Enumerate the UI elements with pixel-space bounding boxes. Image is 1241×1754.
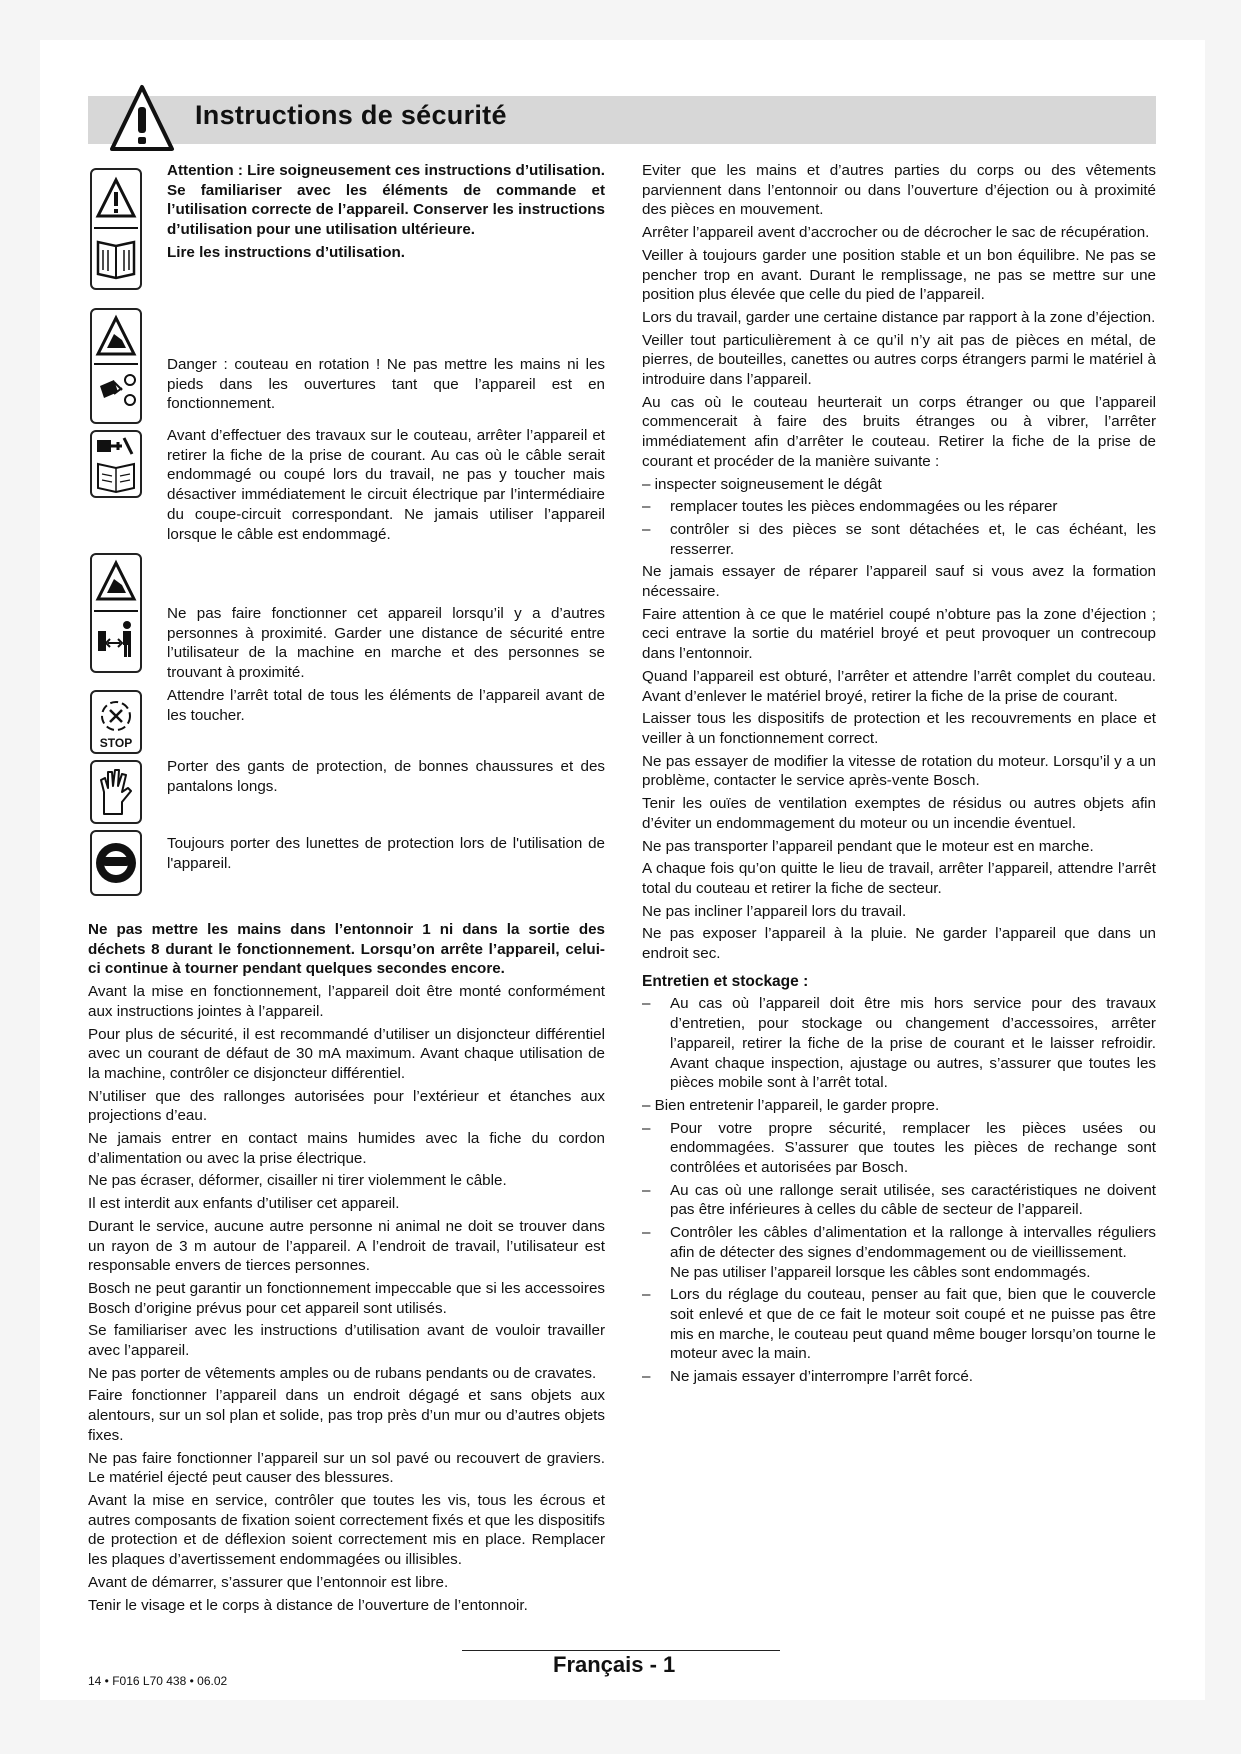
wait-stop-paragraph: Attendre l’arrêt total de tous les éléments de l’appareil avant de les toucher. [167, 686, 605, 724]
footer-page-label: Français - 1 [553, 1652, 676, 1677]
maintenance-heading: Entretien et stockage : [642, 972, 809, 990]
distance-paragraph: Ne pas faire fonctionner cet appareil lorsqu’il y a d’autres personnes à proximité. Garder une distance de sécurité entre l’utilisateur de la machine en marche et des personnes se trouvant à proximité. [167, 605, 605, 682]
safety-goggles-icon [90, 830, 142, 896]
paragraph: Ne pas faire fonctionner l’appareil sur un sol pavé ou recouvert de graviers. Le matériel éjecté peut causer des blessures. [88, 1449, 605, 1487]
unplug-paragraph: Avant d’effectuer des travaux sur le couteau, arrêter l’appareil et retirer la fiche de la prise de courant. Au cas où le câble serait endommagé ou coupé lors du travail, ne pas y toucher mais désactiver immédiatement le circuit électrique par l’intermédiaire du coupe-circuit correspondant. Ne jamais utiliser l’appareil lorsque le câble est endommagé. [167, 427, 605, 543]
goggles-paragraph: Toujours porter des lunettes de protection lors de l'utilisation de l'appareil. [167, 835, 605, 872]
dash-item [642, 497, 1156, 517]
stop-wait-icon [90, 690, 142, 754]
paragraph: Laisser tous les dispositifs de protection et les recouvrements en place et veiller à un fonctionnement correct. [642, 710, 1156, 747]
icon-text-block-1 [167, 161, 605, 266]
read-manual-icon [90, 168, 142, 290]
paragraph: Avant la mise en service, contrôler que toutes les vis, tous les écrous et autres composants de fixation soient correctement fixés et que les dispositifs de protection et de déflexion soient correctement mis en place. Remplacer les plaques d’avertissement endommagées ou illisibles. [88, 1491, 605, 1569]
paragraph: Pour plus de sécurité, il est recommandé d’utiliser un disjoncteur différentiel avec un courant de défaut de 30 mA maximum. Avant chaque utilisation de la machine, contrôler ce disjoncteur différentiel. [88, 1025, 605, 1082]
dash-marker: – [642, 1224, 651, 1242]
paragraph: Ne pas porter de vêtements amples ou de rubans pendants ou de cravates. [88, 1364, 597, 1382]
paragraph: Ne jamais essayer de réparer l’appareil sauf si vous avez la formation nécessaire. [642, 563, 1156, 601]
footer-rule [462, 1650, 780, 1651]
paragraph: Ne pas écraser, déformer, cisailler ni tirer violemment le câble. [88, 1172, 507, 1190]
stop-label: STOP [99, 736, 133, 750]
maintenance-unplug-text [167, 426, 605, 547]
dash-marker: – [642, 1286, 651, 1304]
paragraph: Lors du travail, garder une certaine distance par rapport à la zone d’éjection. [642, 308, 1156, 326]
dash-spacer [642, 1263, 670, 1283]
paragraph: A chaque fois qu’on quitte le lieu de travail, arrêter l’appareil, attendre l’arrêt total du couteau et retirer la fiche de secteur. [642, 860, 1156, 897]
dash-marker: – [642, 1119, 651, 1137]
dash-item [642, 1119, 1156, 1178]
paragraph: Avant la mise en fonctionnement, l’appareil doit être monté conformément aux instructions jointes à l’appareil. [88, 983, 605, 1020]
dash-marker: – [642, 1368, 651, 1386]
attention-paragraph: Attention : Lire soigneusement ces instructions d’utilisation. Se familiariser avec les éléments de commande et l’utilisation correcte de l’appareil. Conserver les instructions d’utilisation pour une utilisation ultérieure. [167, 162, 605, 239]
bold-intro: Ne pas mettre les mains dans l’entonnoir 1 ni dans la sortie des déchets 8 durant le fonctionnement. Lorsqu’on arrête l’appareil, celui-ci continue à tourner pendant quelques secondes encore. [88, 921, 605, 978]
goggles-text [167, 834, 605, 876]
paragraph: Ne jamais entrer en contact mains humides avec la fiche du cordon d’alimentation ou avec la prise électrique. [88, 1130, 605, 1167]
paragraph: Faire attention à ce que le matériel coupé n’obture pas la zone d’éjection ; ceci entrave la sortie du matériel broyé et peut provoquer un contrecoup dans l’entonnoir. [642, 605, 1156, 663]
footer-doc-code: 14 • F016 L70 438 • 06.02 [88, 1674, 228, 1688]
paragraph: Ne pas transporter l’appareil pendant que le moteur est en marche. [642, 837, 1094, 855]
paragraph: Eviter que les mains et d’autres parties du corps ou des vêtements parviennent dans l’entonnoir ou dans l’ouverture d’éjection ou à proximité des pièces en mouvement. [642, 162, 1156, 219]
paragraph: Veiller à toujours garder une position stable et un bon équilibre. Ne pas se pencher trop en avant. Durant le remplissage, ne pas se mettre sur une position plus élevée que celle du pied de l’appareil. [642, 246, 1156, 304]
dash-item [642, 1285, 1156, 1364]
paragraph: Ne pas essayer de modifier la vitesse de rotation du moteur. Lorsqu’il y a un problème, contacter le service après-vente Bosch. [642, 752, 1156, 790]
paragraph: Quand l’appareil est obturé, l’arrêter et attendre l’arrêt complet du couteau. Avant d’enlever le matériel broyé, retirer la fiche de la prise de courant. [642, 667, 1156, 705]
dash-text: Contrôler les câbles d’alimentation et la rallonge à intervalles réguliers afin de détecter des signes d’endommagement ou de vieillissement. [670, 1224, 1156, 1261]
paragraph: Veiller tout particulièrement à ce qu’il n’y ait pas de pièces en métal, de pierres, de bouteilles, canettes ou autres corps étrangers parmi le matériel à introduire dans l’appareil. [642, 331, 1156, 389]
dash-item [642, 1181, 1156, 1220]
left-main-text [88, 920, 605, 1618]
keep-distance-icon [90, 553, 142, 673]
dash-text: Lors du réglage du couteau, penser au fait que, bien que le couvercle soit enlevé et que de ce fait le moteur soit coupé et ne puisse pas être mis en marche, le couteau peut quand même bouger lorsqu’on tourne le moteur avec la main. [670, 1286, 1156, 1363]
dash-text: Au cas où une rallonge serait utilisée, ses caractéristiques ne doivent pas être inférieures à celles du câble de secteur de l’appareil. [670, 1181, 1156, 1219]
protective-gloves-icon [90, 760, 142, 824]
dash-item [642, 1367, 1156, 1387]
gloves-text [167, 757, 605, 799]
dash-text: remplacer toutes les pièces endommagées ou les réparer [670, 498, 1058, 516]
paragraph: – inspecter soigneusement le dégât [642, 475, 882, 493]
paragraph: Il est interdit aux enfants d’utiliser cet appareil. [88, 1195, 400, 1213]
dash-item [642, 1223, 1156, 1262]
gloves-paragraph: Porter des gants de protection, de bonnes chaussures et des pantalons longs. [167, 758, 605, 795]
paragraph: Tenir les ouïes de ventilation exemptes de résidus ou autres objets afin d’éviter un endommagement du moteur ou un incendie éventuel. [642, 795, 1156, 832]
dash-marker: – [642, 498, 651, 516]
read-instructions-paragraph: Lire les instructions d’utilisation. [167, 243, 405, 261]
dash-marker: – [642, 1181, 651, 1199]
paragraph: Se familiariser avec les instructions d’utilisation avant de vouloir travailler avec l’appareil. [88, 1322, 605, 1360]
unplug-before-maintenance-icon [90, 430, 142, 498]
paragraph: N’utiliser que des rallonges autorisées pour l’extérieur et étanches aux projections d’eau. [88, 1087, 605, 1125]
dash-marker: – [642, 995, 651, 1013]
dash-marker: – [642, 520, 651, 538]
warning-triangle-icon [109, 83, 175, 155]
dash-item [642, 994, 1156, 1093]
distance-text [167, 604, 605, 728]
dash-text: contrôler si des pièces se sont détachées et, le cas échéant, les resserrer. [670, 520, 1156, 558]
paragraph: Durant le service, aucune autre personne ni animal ne doit se trouver dans un rayon de 3 m autour de l’appareil. A l’endroit de travail, l’utilisateur est responsable envers de tierces personnes. [88, 1217, 605, 1275]
paragraph: Arrêter l’appareil avent d’accrocher ou de décrocher le sac de récupération. [642, 224, 1150, 242]
paragraph: Ne pas incliner l’appareil lors du travail. [642, 902, 907, 920]
danger-blade-text [167, 355, 605, 417]
dash-text: Ne jamais essayer d’interrompre l’arrêt forcé. [670, 1368, 974, 1386]
paragraph: Faire fonctionner l’appareil dans un endroit dégagé et sans objets aux alentours, sur un sol plan et solide, pas trop près d’un mur ou d’autres objets fixes. [88, 1387, 605, 1444]
dash-text: Ne pas utiliser l’appareil lorsque les câbles sont endommagés. [670, 1263, 1091, 1281]
dash-item [642, 520, 1156, 559]
dash-item [642, 1263, 1156, 1283]
paragraph: – Bien entretenir l’appareil, le garder propre. [642, 1096, 940, 1114]
danger-paragraph: Danger : couteau en rotation ! Ne pas mettre les mains ni les pieds dans les ouvertures tant que l’appareil est en fonctionnement. [167, 356, 605, 413]
page-title: Instructions de sécurité [195, 100, 507, 130]
dash-text: Au cas où l’appareil doit être mis hors service pour des travaux d’entretien, pour stockage ou changement d’accessoires, arrêter l’appareil, retirer la fiche de la prise de courant et le laisser refroidir. Avant chaque inspection, ajustage ou autres, s’assurer que toutes les pièces mobile sont à l’arrêt total. [670, 995, 1156, 1092]
paragraph: Bosch ne peut garantir un fonctionnement impeccable que si les accessoires Bosch d’origine prévus pour cet appareil sont utilisés. [88, 1279, 605, 1317]
right-column-text [642, 161, 1156, 1390]
paragraph: Avant de démarrer, s’assurer que l’entonnoir est libre. [88, 1573, 449, 1591]
dash-text: Pour votre propre sécurité, remplacer les pièces usées ou endommagées. S’assurer que toutes les pièces de rechange sont contrôlées et autorisées par Bosch. [670, 1119, 1156, 1177]
paragraph: Au cas où le couteau heurterait un corps étranger ou que l’appareil commencerait à faire des bruits étranges ou à vibrer, l’arrêter immédiatement afin d’arrêter le couteau. Retirer la fiche de la prise de courant et procéder de la manière suivante : [642, 393, 1156, 470]
paragraph: Tenir le visage et le corps à distance de l’ouverture de l’entonnoir. [88, 1596, 528, 1614]
paragraph: Ne pas exposer l’appareil à la pluie. Ne garder l’appareil que dans un endroit sec. [642, 925, 1156, 963]
rotating-blade-hazard-icon [90, 308, 142, 424]
